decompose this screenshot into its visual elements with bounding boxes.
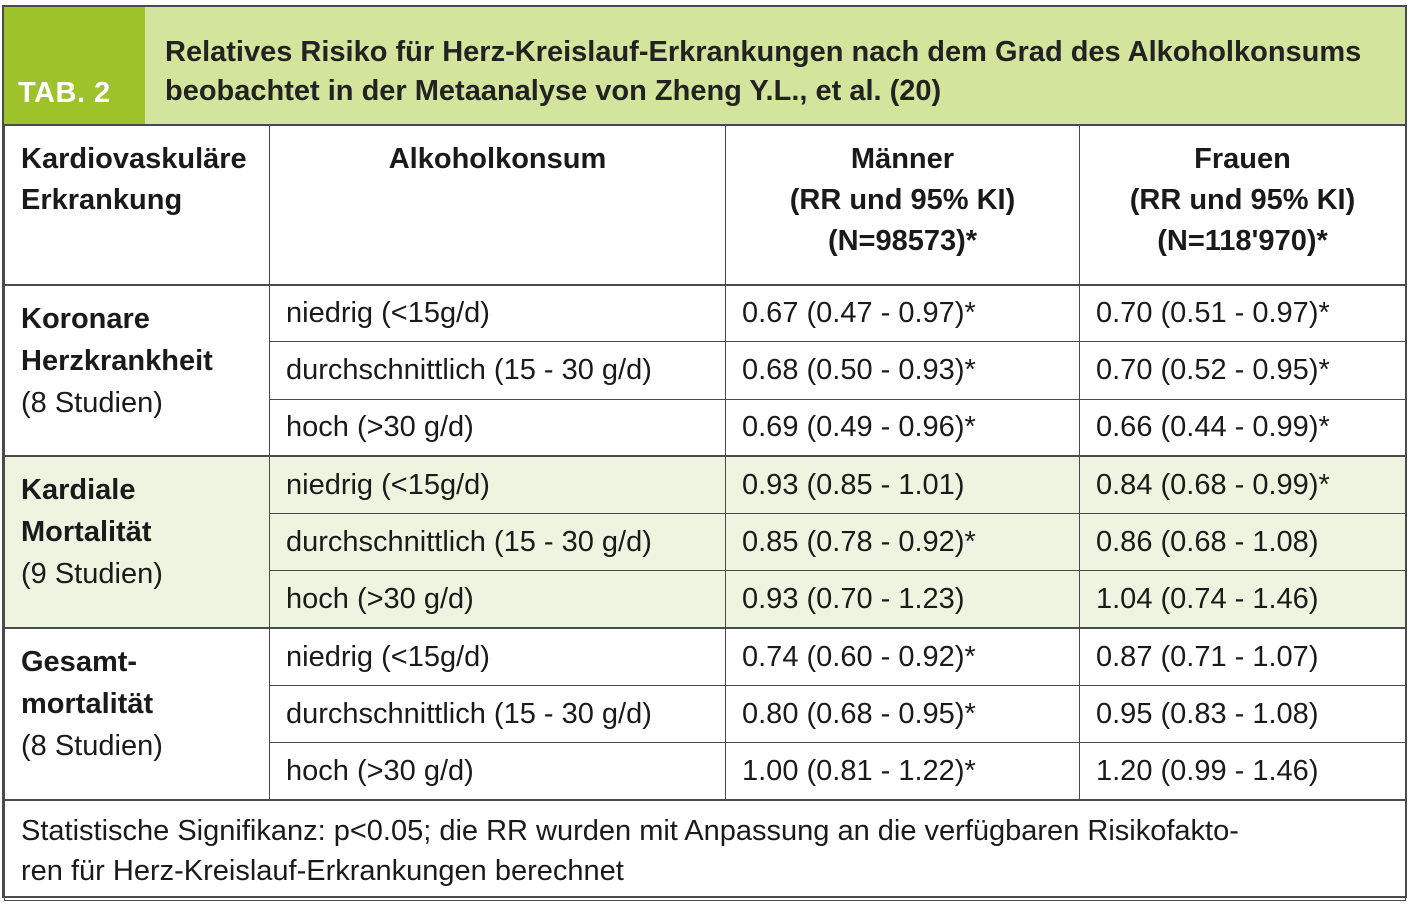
consumption-cell: niedrig (<15g/d) bbox=[270, 285, 726, 342]
women-rr-cell: 1.04 (0.74 - 1.46) bbox=[1080, 571, 1406, 628]
column-header-men: Männer (RR und 95% KI) (N=98573)* bbox=[726, 125, 1080, 285]
consumption-cell: hoch (>30 g/d) bbox=[270, 571, 726, 628]
group-label-total-mortality: Gesamt- mortalität (8 Studien) bbox=[5, 628, 270, 800]
men-rr-cell: 0.69 (0.49 - 0.96)* bbox=[726, 399, 1080, 456]
risk-table bbox=[4, 124, 1406, 901]
table-title-line2: beobachtet in der Metaanalyse von Zheng Y.L., et al. (20) bbox=[165, 75, 942, 107]
men-rr-cell: 0.68 (0.50 - 0.93)* bbox=[726, 342, 1080, 399]
consumption-cell: durchschnittlich (15 - 30 g/d) bbox=[270, 686, 726, 743]
women-rr-cell: 0.95 (0.83 - 1.08) bbox=[1080, 686, 1406, 743]
column-header-disease: Kardiovaskuläre Erkrankung bbox=[5, 125, 270, 285]
column-header-consumption: Alkoholkonsum bbox=[270, 125, 726, 285]
table-frame bbox=[2, 5, 1407, 898]
group-label-cardiac-mortality: Kardiale Mortalität (9 Studien) bbox=[5, 456, 270, 628]
men-rr-cell: 0.74 (0.60 - 0.92)* bbox=[726, 628, 1080, 685]
women-rr-cell: 0.70 (0.52 - 0.95)* bbox=[1080, 342, 1406, 399]
table-row bbox=[5, 285, 1406, 342]
column-header-row bbox=[5, 125, 1406, 285]
consumption-cell: durchschnittlich (15 - 30 g/d) bbox=[270, 342, 726, 399]
men-rr-cell: 0.93 (0.70 - 1.23) bbox=[726, 571, 1080, 628]
group-label-coronary: Koronare Herzkrankheit (8 Studien) bbox=[5, 285, 270, 457]
table-row bbox=[5, 456, 1406, 513]
men-rr-cell: 0.80 (0.68 - 0.95)* bbox=[726, 686, 1080, 743]
women-rr-cell: 1.20 (0.99 - 1.46) bbox=[1080, 743, 1406, 800]
column-header-women: Frauen (RR und 95% KI) (N=118'970)* bbox=[1080, 125, 1406, 285]
footnote bbox=[5, 800, 1406, 900]
table-title bbox=[145, 7, 1405, 124]
consumption-cell: hoch (>30 g/d) bbox=[270, 399, 726, 456]
table-number-label: TAB. 2 bbox=[18, 77, 111, 109]
consumption-cell: niedrig (<15g/d) bbox=[270, 628, 726, 685]
women-rr-cell: 0.66 (0.44 - 0.99)* bbox=[1080, 399, 1406, 456]
men-rr-cell: 0.85 (0.78 - 0.92)* bbox=[726, 514, 1080, 571]
women-rr-cell: 0.70 (0.51 - 0.97)* bbox=[1080, 285, 1406, 342]
women-rr-cell: 0.84 (0.68 - 0.99)* bbox=[1080, 456, 1406, 513]
footnote-line1: Statistische Signifikanz: p<0.05; die RR wurden mit Anpassung an die verfügbaren Risikofakto- bbox=[21, 815, 1239, 848]
table-number-tab bbox=[4, 7, 145, 124]
table-row bbox=[5, 628, 1406, 685]
table-header bbox=[4, 7, 1405, 126]
men-rr-cell: 1.00 (0.81 - 1.22)* bbox=[726, 743, 1080, 800]
consumption-cell: durchschnittlich (15 - 30 g/d) bbox=[270, 514, 726, 571]
women-rr-cell: 0.87 (0.71 - 1.07) bbox=[1080, 628, 1406, 685]
footnote-row bbox=[5, 800, 1406, 900]
women-rr-cell: 0.86 (0.68 - 1.08) bbox=[1080, 514, 1406, 571]
consumption-cell: hoch (>30 g/d) bbox=[270, 743, 726, 800]
men-rr-cell: 0.93 (0.85 - 1.01) bbox=[726, 456, 1080, 513]
consumption-cell: niedrig (<15g/d) bbox=[270, 456, 726, 513]
table-title-line1: Relatives Risiko für Herz-Kreislauf-Erkrankungen nach dem Grad des Alkoholkonsums bbox=[165, 36, 1362, 68]
footnote-line2: ren für Herz-Kreislauf-Erkrankungen berechnet bbox=[21, 855, 624, 888]
men-rr-cell: 0.67 (0.47 - 0.97)* bbox=[726, 285, 1080, 342]
